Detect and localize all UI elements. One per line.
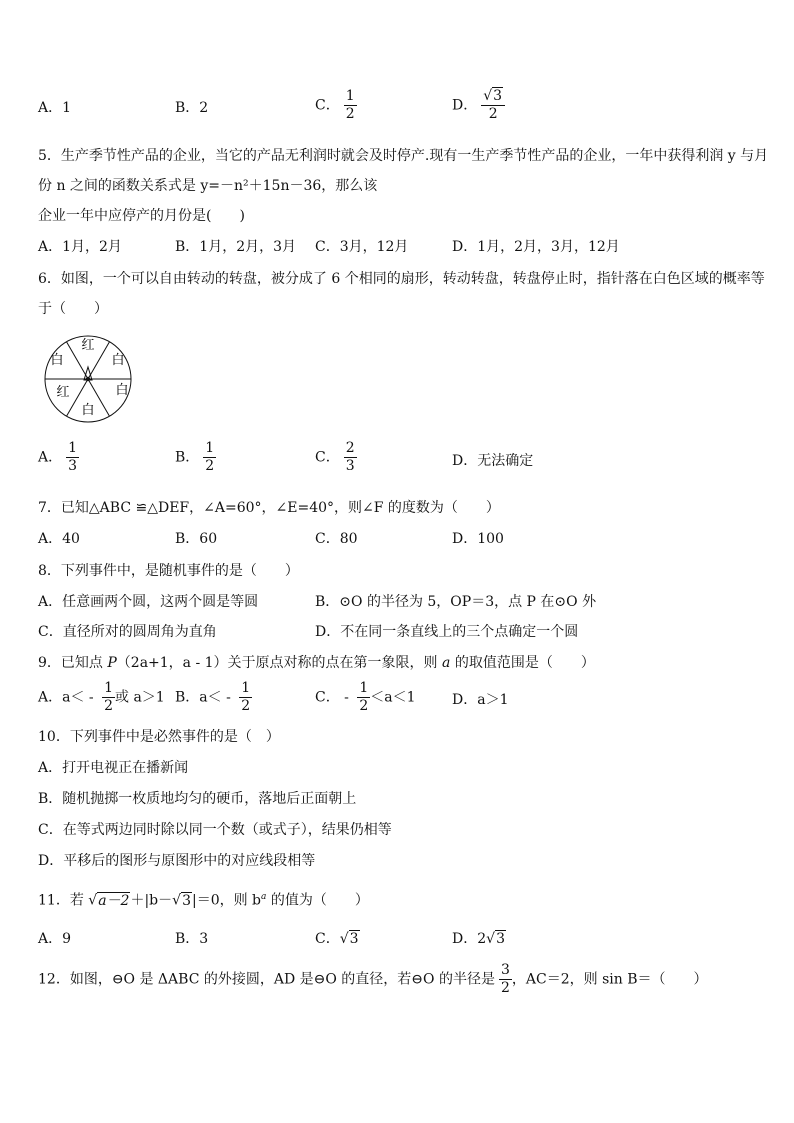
q4-option-c: C． $\frac{1}{2}$ (315, 88, 355, 122)
q5-stem-line2: 份 n 之间的函数关系式是 y=－n²＋15n－36，那么该 (38, 178, 378, 194)
spinner-diagram (36, 334, 140, 424)
q5-stem-line1: 5．生产季节性产品的企业，当它的产品无利润时就会及时停产.现有一生产季节性产品的企业，一年中获得利润 y 与月 (38, 148, 769, 164)
q11-option-c: C．√3 (315, 931, 359, 947)
q5-option-a: A．1月，2月 (38, 239, 122, 255)
sector-label-5: 红 (56, 385, 70, 400)
q9-stem: 9．已知点 P（2a+1，a - 1）关于原点对称的点在第一象限，则 a 的取值范围是（ ） (38, 655, 595, 671)
q11-option-b: B．3 (175, 931, 209, 947)
q9-option-a: A．a＜ - $\frac{1}{2}$ 或 a＞1 (38, 680, 165, 714)
sector-label-6: 白 (50, 353, 64, 368)
q7-option-a: A．40 (38, 531, 80, 547)
q8-stem: 8．下列事件中，是随机事件的是（ ） (38, 563, 299, 579)
q7-option-c: C．80 (315, 531, 358, 547)
q6-stem-line1: 6．如图，一个可以自由转动的转盘，被分成了 6 个相同的扇形，转动转盘，转盘停止时，指针落在白色区域的概率等 (38, 271, 765, 287)
q6-option-a: A． $\frac{1}{3}$ (38, 440, 78, 474)
q6-stem-line2: 于（ ） (38, 301, 108, 317)
q5-stem-line3: 企业一年中应停产的月份是( ) (38, 208, 245, 224)
q11-option-a: A．9 (38, 931, 72, 947)
q6-option-b: B． $\frac{1}{2}$ (175, 440, 215, 474)
sector-label-4: 白 (81, 403, 95, 418)
q4-option-b: B．2 (175, 100, 209, 116)
q9-option-b: B．a＜ - $\frac{1}{2}$ (175, 680, 251, 714)
q10-option-d: D．平移后的图形与原图形中的对应线段相等 (38, 853, 316, 869)
q4-option-a: A．1 (38, 100, 72, 116)
q8-option-d: D．不在同一条直线上的三个点确定一个圆 (315, 624, 579, 640)
q5-option-d: D．1月，2月，3月，12月 (452, 239, 620, 255)
q5-option-b: B．1月，2月，3月 (175, 239, 297, 255)
q12-stem: 12．如图，⊖O 是 ΔABC 的外接圆，AD 是⊖O 的直径，若⊖O 的半径是 $\frac{3}{2}$ ，AC＝2，则 sin B＝（ ） (38, 962, 708, 996)
q10-option-a: A．打开电视正在播新闻 (38, 760, 189, 776)
q7-option-b: B．60 (175, 531, 218, 547)
sector-label-1: 红 (81, 338, 95, 353)
q6-option-d: D．无法确定 (452, 453, 534, 469)
q7-option-d: D．100 (452, 531, 504, 547)
q8-option-c: C．直径所对的圆周角为直角 (38, 624, 217, 640)
q4-option-d: D． $\frac{√3}{2}$ (452, 88, 505, 123)
q9-option-d: D．a＞1 (452, 692, 509, 708)
q11-stem: 11．若 √a－2＋|b－√3|＝0，则 $b^a$ 的值为（ ） (38, 892, 369, 909)
q7-stem: 7．已知△ABC ≌△DEF，∠A=60°，∠E=40°，则∠F 的度数为（ ） (38, 500, 500, 516)
q8-option-b: B．⊙O 的半径为 5，OP＝3，点 P 在⊙O 外 (315, 594, 597, 610)
sector-label-2: 白 (111, 353, 125, 368)
q11-option-d: D．2√3 (452, 931, 505, 947)
q8-option-a: A．任意画两个圆，这两个圆是等圆 (38, 594, 259, 610)
q10-option-b: B．随机抛掷一枚质地均匀的硬币，落地后正面朝上 (38, 791, 357, 807)
sector-label-3: 白 (115, 383, 129, 398)
q9-option-c: C． - $\frac{1}{2}$ ＜a＜1 (315, 680, 416, 714)
q6-option-c: C． $\frac{2}{3}$ (315, 440, 355, 474)
q10-option-c: C．在等式两边同时除以同一个数（或式子），结果仍相等 (38, 822, 392, 838)
q5-option-c: C．3月，12月 (315, 239, 409, 255)
q10-stem: 10．下列事件中是必然事件的是（ ） (38, 729, 280, 745)
